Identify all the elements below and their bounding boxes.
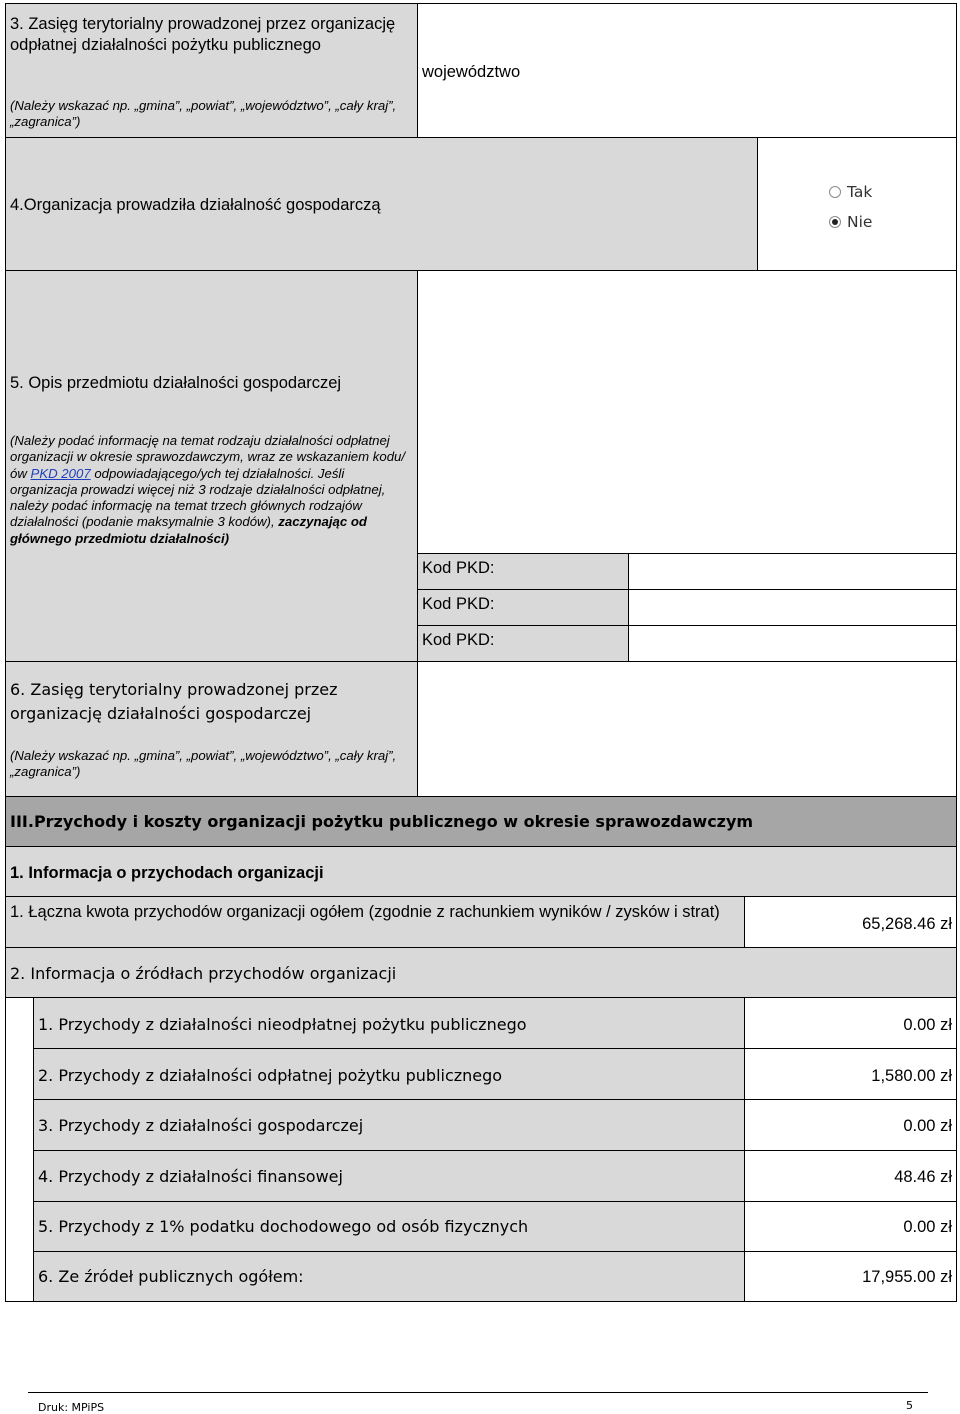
section3-hint: (Należy wskazać np. „gmina”, „powiat”, „województwo”, „cały kraj”, „zagranica”) — [10, 98, 397, 130]
radio-nie[interactable] — [829, 216, 841, 228]
radio-nie-label: Nie — [847, 213, 873, 231]
part3-heading: III.Przychody i koszty organizacji pożytku publicznego w okresie sprawozdawczym — [10, 812, 754, 831]
sources-heading-cell — [5, 947, 957, 998]
source-value: 17,955.00 zł — [862, 1268, 952, 1286]
source-value-cell — [744, 1150, 957, 1202]
pkd-label: Kod PKD: — [422, 559, 495, 577]
section6-title: 6. Zasięg terytorialny prowadzonej przez organizację działalności gospodarczej — [10, 680, 338, 723]
radio-tak[interactable] — [829, 186, 841, 198]
footer-page-number: 5 — [906, 1399, 913, 1412]
source-value: 1,580.00 zł — [871, 1067, 952, 1085]
source-label: 6. Ze źródeł publicznych ogółem: — [38, 1267, 304, 1286]
section4-title: 4.Organizacja prowadziła działalność gospodarczą — [10, 196, 381, 214]
section5-label-cell — [5, 270, 418, 662]
source-label-cell — [33, 1201, 745, 1252]
total-label-cell — [5, 896, 745, 948]
source-label: 5. Przychody z 1% podatku dochodowego od osób fizycznych — [38, 1217, 529, 1236]
info-heading-cell — [5, 846, 957, 897]
source-value-cell — [744, 1099, 957, 1151]
source-label: 2. Przychody z działalności odpłatnej pożytku publicznego — [38, 1066, 503, 1085]
section5-hint-bold: zaczynając od głównego przedmiotu działalności) — [10, 514, 367, 546]
total-value-cell — [744, 896, 957, 948]
pkd-label-cell — [417, 589, 629, 626]
source-value: 0.00 zł — [903, 1117, 952, 1135]
section6-hint: (Należy wskazać np. „gmina”, „powiat”, „województwo”, „cały kraj”, „zagranica”) — [10, 748, 397, 780]
source-value-cell — [744, 997, 957, 1049]
source-label: 3. Przychody z działalności gospodarczej — [38, 1116, 364, 1135]
pkd-label-cell — [417, 553, 629, 590]
source-label-cell — [33, 997, 745, 1049]
radio-tak-label: Tak — [847, 183, 873, 201]
source-value: 0.00 zł — [903, 1016, 952, 1034]
pkd-value-3[interactable] — [628, 625, 957, 662]
source-label: 1. Przychody z działalności nieodpłatnej pożytku publicznego — [38, 1015, 527, 1034]
source-value-cell — [744, 1251, 957, 1302]
total-value: 65,268.46 zł — [862, 915, 952, 933]
section4-options-cell — [757, 137, 957, 271]
section6-label-cell — [5, 661, 418, 797]
part3-heading-bar — [5, 796, 957, 847]
source-label-cell — [33, 1150, 745, 1202]
source-value-cell — [744, 1201, 957, 1252]
source-value: 48.46 zł — [894, 1168, 952, 1186]
source-value-cell — [744, 1048, 957, 1100]
pkd-label: Kod PKD: — [422, 631, 495, 649]
source-label-cell — [33, 1099, 745, 1151]
footer-print-label: Druk: MPiPS — [38, 1401, 105, 1414]
pkd-value-1[interactable] — [628, 553, 957, 590]
info-heading: 1. Informacja o przychodach organizacji — [10, 864, 324, 882]
section5-desc-cell[interactable] — [417, 270, 957, 554]
sources-heading: 2. Informacja o źródłach przychodów organizacji — [10, 964, 397, 983]
section3-title: 3. Zasięg terytorialny prowadzonej przez organizację odpłatnej działalności pożytku publicznego — [10, 15, 396, 54]
pkd-value-2[interactable] — [628, 589, 957, 626]
total-label: 1. Łączna kwota przychodów organizacji ogółem (zgodnie z rachunkiem wyników / zysków i strat) — [10, 903, 720, 921]
source-label-cell — [33, 1048, 745, 1100]
pkd-label-cell — [417, 625, 629, 662]
section4-label-cell — [5, 137, 758, 271]
section6-value-cell[interactable] — [417, 661, 957, 797]
pkd-label: Kod PKD: — [422, 595, 495, 613]
footer-rule — [28, 1392, 928, 1393]
section3-value: województwo — [422, 63, 521, 81]
sources-indent-cell — [5, 997, 34, 1302]
source-label-cell — [33, 1251, 745, 1302]
source-value: 0.00 zł — [903, 1218, 952, 1236]
source-label: 4. Przychody z działalności finansowej — [38, 1167, 343, 1186]
pkd-2007-link[interactable]: PKD 2007 — [30, 465, 91, 481]
section3-value-cell[interactable] — [417, 3, 957, 138]
section5-title: 5. Opis przedmiotu działalności gospodarczej — [10, 374, 342, 392]
section5-hint: (Należy podać informację na temat rodzaju działalności odpłatnej organizacji w okresie sprawozdawczym, wraz ze wskazaniem kodu/ów PKD 2007 odpowiadającego/ych tej działalności. Jeśli organizacja prowadzi więcej niż 3 rodzaje działalności odpłatnej, należy podać informację na temat trzech głównych rodzajów działalności (podanie maksymalnie 3 kodów), zaczynając od głównego przedmiotu działalności) — [10, 433, 406, 546]
section3-label-cell — [5, 3, 418, 138]
